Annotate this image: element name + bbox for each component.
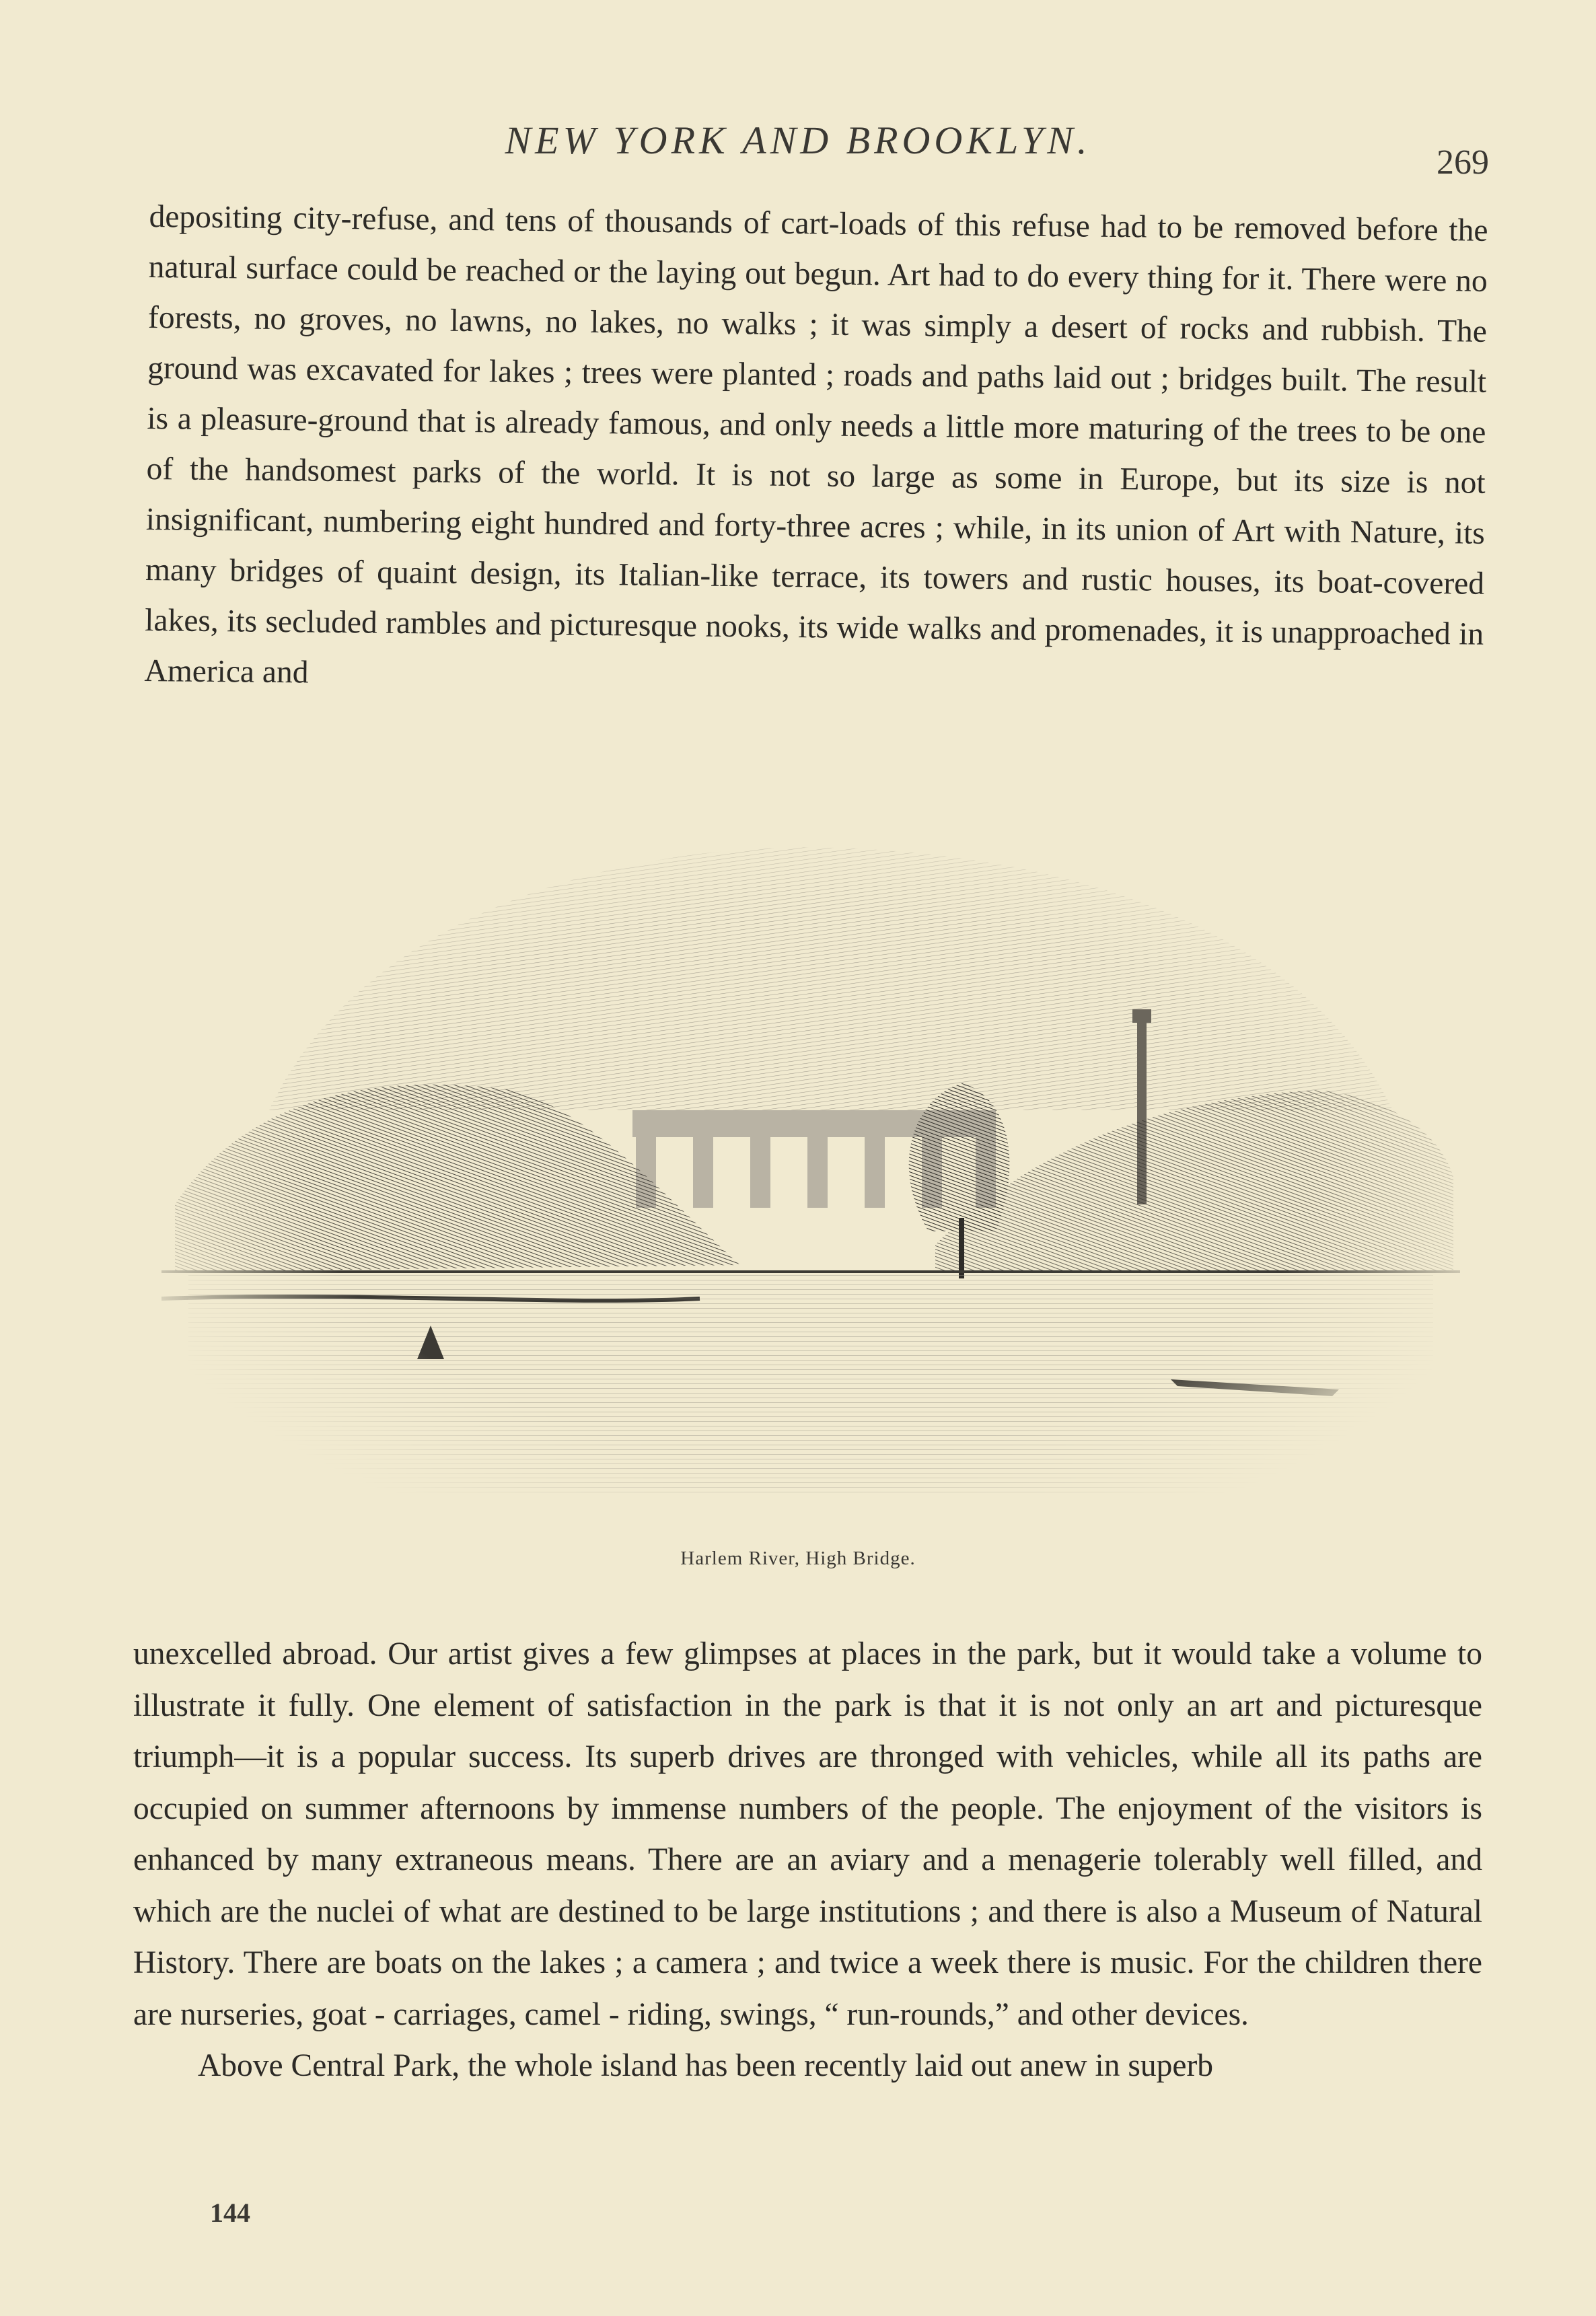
paragraph: unexcelled abroad. Our artist gives a few glimpses at places in the park, but it would take a volume to illustrate it fully. One element of satisfaction in the park is that it is not only an art and picturesque triumph—it is a popular success. Its superb drives are thronged with vehicles, while all its paths are occupied on summer afternoons by immense numbers of the people. The enjoyment of the visitors is enhanced by many extraneous means. There are an aviary and a menagerie tolerably well filled, and which are the nuclei of what are destined to be large institutions ; and there is also a Museum of Natural History. There are boats on the lakes ; a camera ; and twice a week there is music. For the children there are nurseries, goat - carriages, camel - riding, swings, “ run-rounds,” and other devices. — [133, 1636, 1482, 2032]
engraving-harlem-river-high-bridge — [161, 828, 1460, 1534]
body-text-top — [143, 192, 1488, 811]
paragraph: Above Central Park, the whole island has been recently laid out anew in superb — [198, 2048, 1214, 2083]
body-text-bottom — [133, 1628, 1482, 2092]
running-head: NEW YORK AND BROOKLYN. — [505, 118, 1091, 162]
paragraph: depositing city-refuse, and tens of thousands of cart-loads of this refuse had to be removed before the natural surface could be reached or the laying out begun. Art had to do every thing for it. There were no forests, no groves, no lawns, no lakes, no walks ; it was simply a desert of rocks and rubbish. The ground was excavated for lakes ; trees were planted ; roads and paths laid out ; bridges built. The result is a pleasure-ground that is already famous, and only needs a little more maturing of the trees to be one of the handsomest parks of the world. It is not so large as some in Europe, but its size is not insignificant, numbering eight hundred and forty-three acres ; while, in its union of Art with Nature, its many bridges of quaint design, its Italian-like terrace, its towers and rustic houses, its boat-covered lakes, its secluded rambles and picturesque nooks, its wide walks and promenades, it is unapproached in America and — [144, 198, 1488, 690]
plate-caption: Harlem River, High Bridge. — [680, 1548, 916, 1569]
signature-mark: 144 — [210, 2198, 250, 2228]
page-number: 269 — [1437, 143, 1489, 182]
engraving-image — [161, 828, 1460, 1534]
